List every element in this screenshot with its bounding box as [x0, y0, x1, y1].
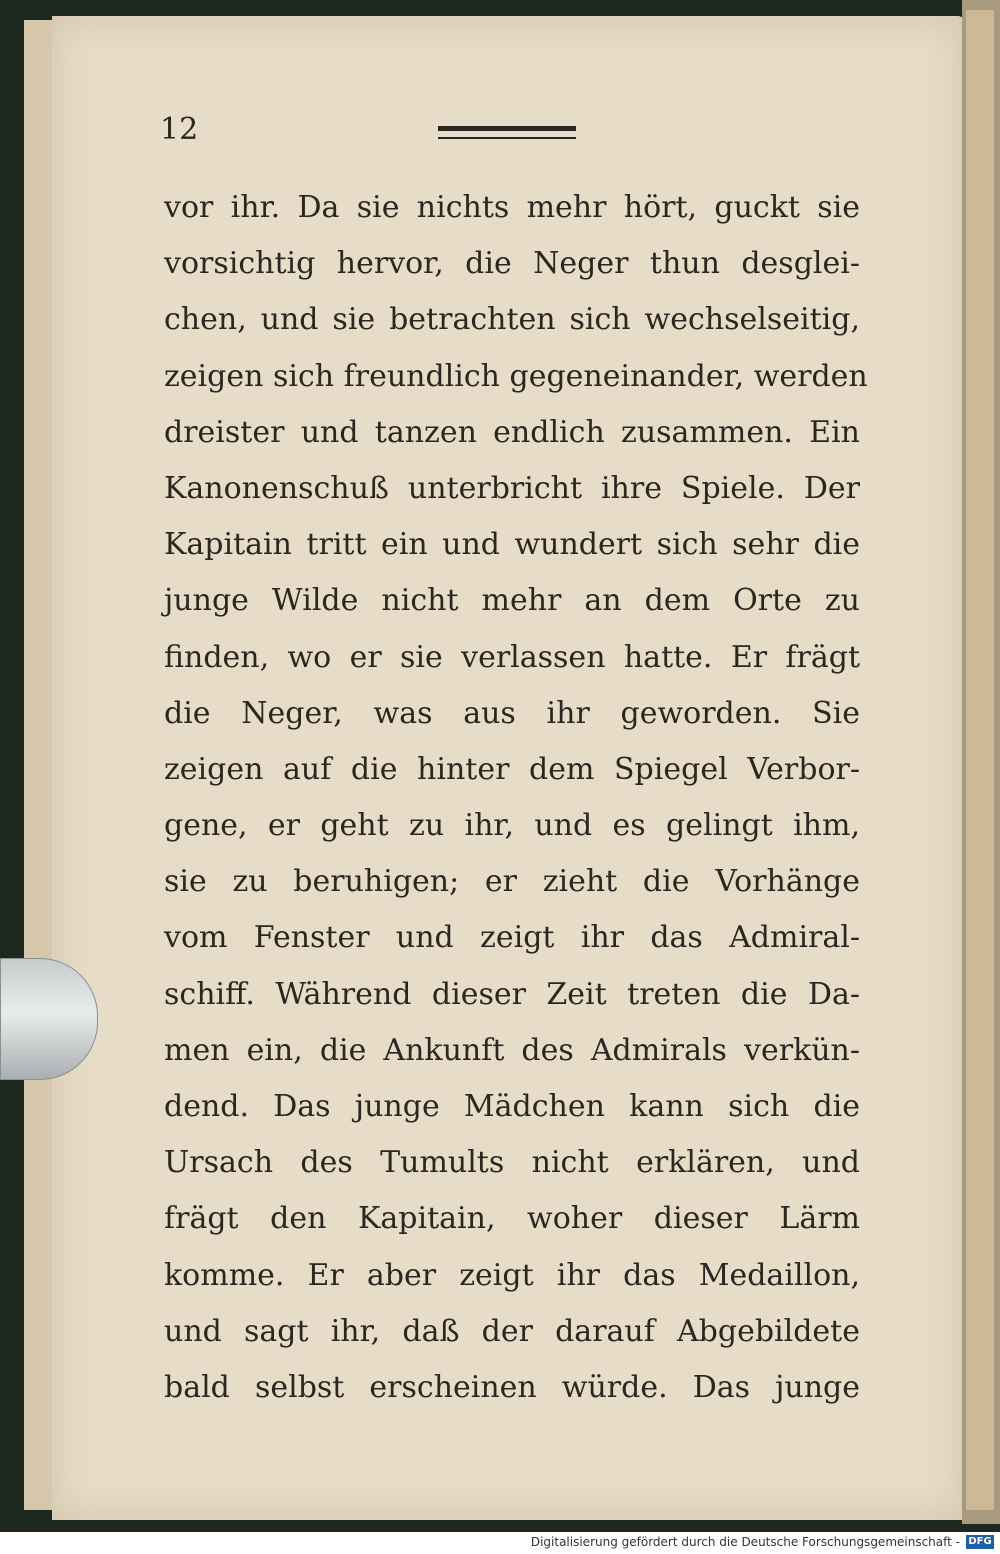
text-line: dend. Das junge Mädchen kann sich die: [164, 1089, 860, 1124]
text-line: komme. Er aber zeigt ihr das Medaillon,: [164, 1257, 860, 1293]
text-line: finden, wo er sie verlassen hatte. Er frägt: [164, 639, 860, 675]
text-line: frägt den Kapitain, woher dieser Lärm: [164, 1201, 860, 1237]
text-line: schiff. Während dieser Zeit treten die Da-: [164, 976, 860, 1012]
funding-credit: Digitalisierung gefördert durch die Deutsche Forschungsgemeinschaft -: [530, 1535, 960, 1549]
text-line: sie zu beruhigen; er zieht die Vorhänge: [164, 864, 860, 900]
text-line: zeigen sich freundlich gegeneinander, werden: [164, 358, 868, 394]
page-number: 12: [160, 112, 199, 147]
text-line: Ursach des Tumults nicht erklären, und: [164, 1145, 860, 1181]
footer-bar: [0, 1532, 1000, 1554]
text-line: Kanonenschuß unterbricht ihre Spiele. Der: [164, 470, 860, 506]
text-line: die Neger, was aus ihr geworden. Sie: [164, 695, 860, 731]
text-line: vorsichtig hervor, die Neger thun desglei-: [164, 246, 860, 282]
body-text: [164, 180, 868, 1416]
text-line: und sagt ihr, daß der darauf Abgebildete: [164, 1313, 860, 1349]
facing-page-paper: [966, 10, 994, 1510]
text-line: men ein, die Ankunft des Admirals verkün-: [164, 1032, 860, 1068]
dfg-logo-icon: DFG: [966, 1535, 994, 1549]
header-rule-thin: [438, 137, 576, 139]
text-line: vor ihr. Da sie nichts mehr hört, guckt sie: [164, 190, 860, 225]
text-line: vom Fenster und zeigt ihr das Admiral-: [164, 920, 860, 956]
text-line: Kapitain tritt ein und wundert sich sehr die: [164, 527, 860, 563]
text-line: bald selbst erscheinen würde. Das junge: [164, 1369, 860, 1405]
text-line: zeigen auf die hinter dem Spiegel Verbor-: [164, 751, 860, 787]
header-rule-thick: [438, 126, 576, 131]
text-line: gene, er geht zu ihr, und es gelingt ihm,: [164, 808, 860, 844]
text-line: dreister und tanzen endlich zusammen. Ein: [164, 414, 860, 450]
text-line: chen, und sie betrachten sich wechselseitig,: [164, 302, 860, 338]
facing-page-edge: [962, 0, 1000, 1524]
text-line: junge Wilde nicht mehr an dem Orte zu: [164, 583, 860, 619]
